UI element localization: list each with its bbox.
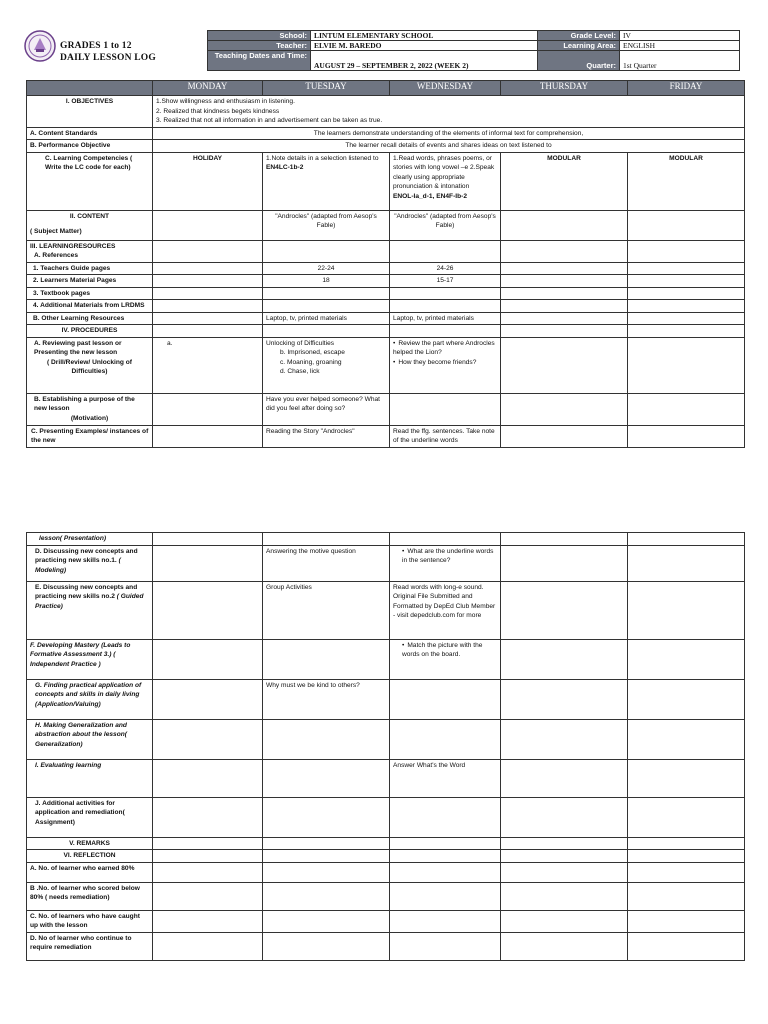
objectives-text: [153, 96, 745, 128]
day-header-row: [27, 81, 745, 96]
proc-c-row: [27, 425, 745, 447]
reflection-label: VI. REFLECTION: [27, 850, 153, 863]
learners-material-label: 2. Learners Material Pages: [27, 275, 153, 288]
refl-d-label: D. No of learner who continue to require remediation: [27, 932, 153, 960]
school-label: School:: [208, 31, 311, 41]
procedures-label: IV. PROCEDURES: [27, 325, 153, 338]
proc-d-tuesday: Answering the motive question: [263, 545, 390, 581]
title-line-2: DAILY LESSON LOG: [60, 53, 156, 63]
proc-b-label: B. Establishing a purpose of the new lesson: [34, 395, 135, 412]
refl-c-row: [27, 910, 745, 932]
corner-cell: [27, 81, 153, 96]
content-standards-text: The learners demonstrate understanding of the elements of informal text for comprehension,: [153, 127, 745, 140]
proc-g-row: [27, 679, 745, 719]
list-item: b. Imprisoned, escape: [280, 349, 345, 356]
day-tuesday: TUESDAY: [263, 81, 390, 96]
grade-label: Grade Level:: [538, 31, 620, 41]
refl-a-label: A. No. of learner who earned 80%: [27, 862, 153, 882]
competency-wednesday-text: 1.Read words, phrases poems, or stories with long vowel –e 2.Speak clearly using appropriate pronunciation & intonation: [393, 154, 495, 190]
proc-g-tuesday: Why must we be kind to others?: [263, 679, 390, 719]
textbook-row: [27, 287, 745, 300]
content-standards-label: A. Content Standards: [27, 127, 153, 140]
header-info-table: [207, 30, 740, 71]
content-row: [27, 210, 745, 240]
content-label: II. CONTENT: [69, 212, 110, 220]
performance-row: [27, 140, 745, 153]
proc-c-cont-row: [27, 533, 745, 546]
objectives-label: I. OBJECTIVES: [27, 96, 153, 128]
objective-line: 3. Realized that not all information in and advertisement can be taken as true.: [156, 117, 383, 124]
proc-d-wednesday: • What are the underline words in the sentence?: [390, 545, 501, 581]
proc-a-monday: a.: [153, 337, 263, 393]
proc-j-label: J. Additional activities for application and remediation( Assignment): [27, 797, 153, 837]
quarter-value: 1st Quarter: [620, 51, 740, 71]
performance-text: The learner recall details of events and shares ideas on text listened to: [153, 140, 745, 153]
objective-line: 2. Realized that kindness begets kindness: [156, 107, 280, 115]
page-1: [0, 0, 768, 480]
teachers-guide-label: 1. Teachers Guide pages: [27, 262, 153, 275]
proc-f-wednesday: • Match the picture with the words on the board.: [390, 639, 501, 679]
proc-c-label: C. Presenting Examples/ instances of the new: [27, 425, 153, 447]
additional-label: 4. Additional Materials from LRDMS: [27, 300, 153, 313]
proc-f-label: F. Developing Mastery (Leads to Formative Assessment 3.) ( Independent Practice ): [27, 639, 153, 679]
refl-b-label: B .No. of learner who scored below 80% ( needs remediation): [27, 882, 153, 910]
competency-thursday: MODULAR: [501, 152, 628, 210]
competency-tuesday: [263, 152, 390, 210]
page-2: [0, 520, 768, 1024]
day-thursday: THURSDAY: [501, 81, 628, 96]
learners-material-wednesday: 15-17: [390, 275, 501, 288]
performance-label: B. Performance Objective: [27, 140, 153, 153]
remarks-row: [27, 837, 745, 850]
school-value: LINTUM ELEMENTARY SCHOOL: [311, 31, 538, 41]
competency-wednesday: [390, 152, 501, 210]
proc-d-row: [27, 545, 745, 581]
refl-d-row: [27, 932, 745, 960]
proc-g-label: G. Finding practical application of concepts and skills in daily living (Application/Valuing): [27, 679, 153, 719]
procedures-row: [27, 325, 745, 338]
proc-e-label: E. Discussing new concepts and practicing new skills no.2: [35, 583, 138, 600]
other-resources-tuesday: Laptop, tv, printed materials: [263, 312, 390, 325]
proc-b-tuesday: Have you ever helped someone? What did you feel after doing so?: [263, 393, 390, 425]
proc-j-row: [27, 797, 745, 837]
grade-value: IV: [620, 31, 740, 41]
proc-a-tuesday-head: Unlocking of Difficulties: [266, 339, 335, 347]
competency-friday: MODULAR: [628, 152, 745, 210]
deped-seal-logo: [24, 30, 56, 62]
proc-d-label-italic: ( Modeling): [35, 557, 121, 574]
objectives-row: [27, 96, 745, 128]
proc-a-label-cell: [27, 337, 153, 393]
refl-c-label: C. No. of learners who have caught up with the lesson: [27, 910, 153, 932]
proc-b-row: [27, 393, 745, 425]
resources-row: [27, 240, 745, 262]
quarter-label: Quarter:: [538, 51, 620, 71]
proc-e-label-cell: [27, 581, 153, 639]
area-label: Learning Area:: [538, 41, 620, 51]
proc-h-label: H. Making Generalization and abstraction about the lesson( Generalization): [27, 719, 153, 759]
content-tuesday: "Androcles" (adapted from Aesop's Fable): [263, 210, 390, 240]
proc-c-label-cont: lesson( Presentation): [27, 533, 153, 546]
list-item: d. Chase, lick: [280, 368, 320, 375]
proc-c-tuesday: Reading the Story "Androcles": [263, 425, 390, 447]
document-title: [60, 40, 156, 64]
day-wednesday: WEDNESDAY: [390, 81, 501, 96]
proc-c-wednesday: Read the ffg. sentences. Take note of the underline words: [390, 425, 501, 447]
proc-i-label: I. Evaluating learning: [27, 759, 153, 797]
list-item: • How they become friends?: [393, 358, 497, 368]
competency-monday: HOLIDAY: [153, 152, 263, 210]
proc-e-tuesday: Group Activities: [263, 581, 390, 639]
content-sub: ( Subject Matter): [30, 228, 82, 235]
proc-e-row: [27, 581, 745, 639]
textbook-label: 3. Textbook pages: [27, 287, 153, 300]
day-friday: FRIDAY: [628, 81, 745, 96]
proc-a-sub: ( Drill/Review/ Unlocking of Difficulties): [47, 358, 132, 375]
dates-label: Teaching Dates and Time:: [208, 51, 311, 71]
day-monday: MONDAY: [153, 81, 263, 96]
proc-h-row: [27, 719, 745, 759]
lesson-table-page-1: [26, 80, 745, 448]
other-resources-row: [27, 312, 745, 325]
content-standards-row: [27, 127, 745, 140]
proc-i-row: [27, 759, 745, 797]
proc-d-label: D. Discussing new concepts and practicing new skills no.1.: [35, 547, 138, 564]
other-resources-label: B. Other Learning Resources: [27, 312, 153, 325]
proc-e-wednesday: Read words with long-e sound. Original File Submitted and Formatted by DepEd Club Member - visit depedclub.com for more: [390, 581, 501, 639]
objective-line: 1.Show willingness and enthusiasm in listening.: [156, 98, 295, 105]
competencies-row: [27, 152, 745, 210]
resources-label-cell: [27, 240, 153, 262]
dates-value: AUGUST 29 – SEPTEMBER 2, 2022 (WEEK 2): [311, 51, 538, 71]
refl-b-row: [27, 882, 745, 910]
area-value: ENGLISH: [620, 41, 740, 51]
proc-b-sub: (Motivation): [70, 414, 109, 422]
other-resources-wednesday: Laptop, tv, printed materials: [390, 312, 501, 325]
additional-row: [27, 300, 745, 313]
competency-tuesday-code: EN4LC-1b-2: [266, 164, 304, 171]
learners-material-tuesday: 18: [263, 275, 390, 288]
proc-i-wednesday: Answer What's the Word: [390, 759, 501, 797]
proc-d-label-cell: [27, 545, 153, 581]
proc-a-label: A. Reviewing past lesson or Presenting the new lesson: [34, 339, 122, 356]
proc-a-tuesday: [263, 337, 390, 393]
teacher-value: ELVIE M. BAREDO: [311, 41, 538, 51]
proc-f-row: [27, 639, 745, 679]
lesson-table-page-2: [26, 532, 745, 961]
proc-e-label-italic: ( Guided Practice): [35, 593, 144, 610]
remarks-label: V. REMARKS: [27, 837, 153, 850]
proc-a-wednesday: [390, 337, 501, 393]
content-wednesday: "Androcles" (adapted from Aesop's Fable): [390, 210, 501, 240]
references-label: A. References: [34, 252, 78, 259]
list-item: • Review the part where Androcles helped the Lion?: [393, 339, 497, 358]
proc-b-label-cell: [27, 393, 153, 425]
competencies-label: C. Learning Competencies ( Write the LC code for each): [27, 152, 153, 210]
refl-a-row: [27, 862, 745, 882]
teachers-guide-tuesday: 22-24: [263, 262, 390, 275]
reflection-row: [27, 850, 745, 863]
list-item: c. Moaning, groaning: [280, 358, 342, 366]
teachers-guide-row: [27, 262, 745, 275]
teacher-label: Teacher:: [208, 41, 311, 51]
competency-tuesday-text: 1.Note details in a selection listened to: [266, 154, 379, 162]
proc-a-row: [27, 337, 745, 393]
competency-wednesday-code: ENOL-Ia_d-1, EN4F-Ib-2: [393, 192, 468, 200]
resources-label: III. LEARNINGRESOURCES: [30, 242, 116, 250]
content-label-cell: [27, 210, 153, 240]
title-line-1: GRADES 1 to 12: [60, 41, 132, 51]
learners-material-row: [27, 275, 745, 288]
teachers-guide-wednesday: 24-26: [390, 262, 501, 275]
